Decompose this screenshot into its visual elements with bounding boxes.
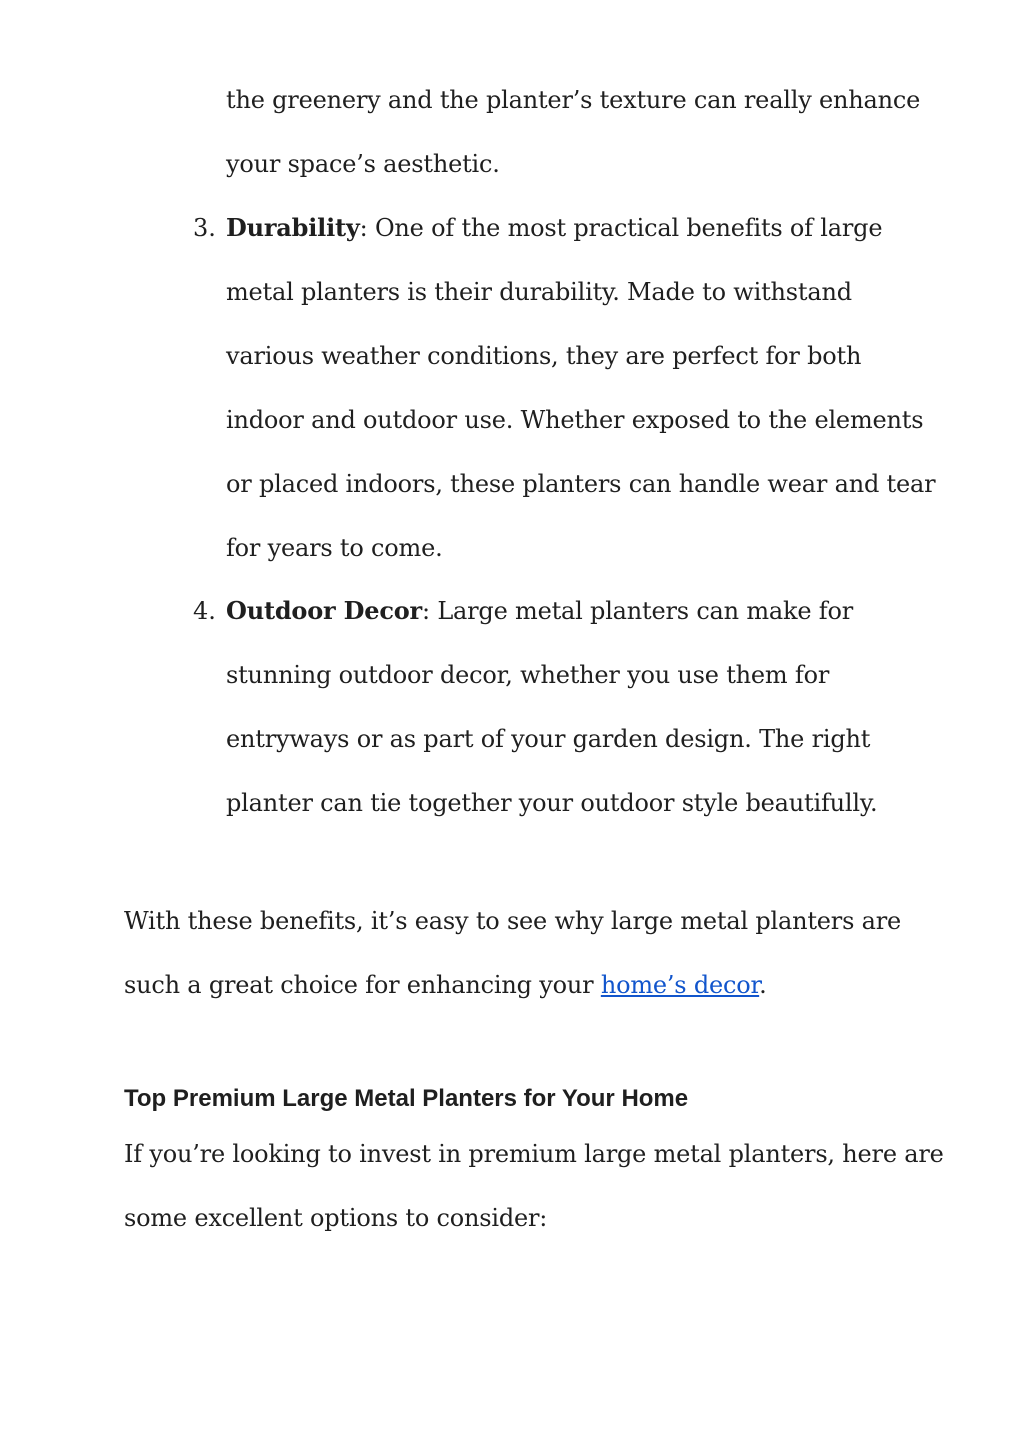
list-item-title: Outdoor Decor [226,596,422,625]
list-item-line: metal planters is their durability. Made to withstand [226,278,852,306]
intro-line-1: If you’re looking to invest in premium large metal planters, here are [124,1140,944,1168]
list-item-first-line [226,213,882,243]
list-item-line: or placed indoors, these planters can handle wear and tear [226,470,936,498]
summary-line-2 [124,970,767,1000]
summary-period: . [759,971,767,999]
list-item-line: entryways or as part of your garden design. The right [226,725,871,753]
list-item-title: Durability [226,213,360,242]
list-item-text: : One of the most practical benefits of large [359,214,883,242]
list-item-first-line [226,596,853,626]
section-heading: Top Premium Large Metal Planters for Your Home [124,1085,689,1112]
list-item-line: various weather conditions, they are perfect for both [226,342,862,370]
summary-text: such a great choice for enhancing your [124,971,601,999]
list-number: 4. [193,597,216,625]
home-decor-link[interactable]: home’s decor [600,971,760,999]
list-item-text: : Large metal planters can make for [422,597,854,625]
list-item-line: indoor and outdoor use. Whether exposed to the elements [226,406,924,434]
list-continuation-line-1: the greenery and the planter’s texture can really enhance [226,86,921,114]
intro-line-2: some excellent options to consider: [124,1204,548,1232]
list-continuation-line-2: your space’s aesthetic. [226,150,500,178]
list-item-line: planter can tie together your outdoor style beautifully. [226,789,878,817]
list-item-line: stunning outdoor decor, whether you use them for [226,661,830,689]
summary-line-1: With these benefits, it’s easy to see why large metal planters are [124,907,902,935]
list-item-line: for years to come. [226,534,443,562]
list-number: 3. [193,214,216,242]
